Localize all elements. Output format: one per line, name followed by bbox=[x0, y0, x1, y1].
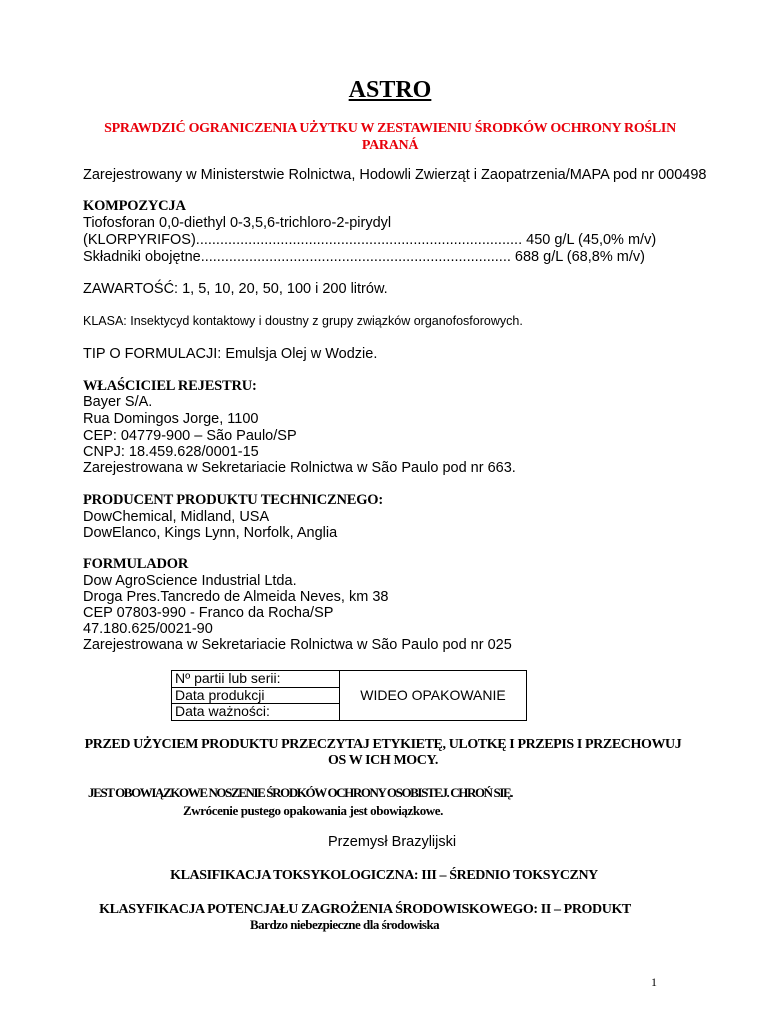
owner-line: Zarejestrowana w Sekretariacie Rolnictwa w São Paulo pod nr 663. bbox=[83, 460, 516, 476]
page-number: 1 bbox=[651, 975, 657, 989]
registration-text: Zarejestrowany w Ministerstwie Rolnictwa, Hodowli Zwierząt i Zaopatrzenia/MAPA pod nr 000498 bbox=[83, 167, 707, 183]
production-date-cell: Data produkcji bbox=[172, 687, 340, 704]
return-packaging-warning: Zwrócenie pustego opakowania jest obowiązkowe. bbox=[183, 803, 444, 818]
expiry-date-cell: Data ważności: bbox=[172, 704, 340, 721]
usage-restriction-warning: SPRAWDZIĆ OGRANICZENIA UŻYTKU W ZESTAWIENIU ŚRODKÓW OCHRONY ROŚLIN PARANÁ bbox=[104, 121, 676, 153]
packaging-video-cell: WIDEO OPAKOWANIE bbox=[340, 671, 527, 721]
formulator-line: 47.180.625/0021-90 bbox=[83, 621, 213, 637]
read-label-warning: PRZED UŻYCIEM PRODUKTU PRZECZYTAJ ETYKIETĘ, ULOTKĘ I PRZEPIS I PRZECHOWUJ OS W ICH MOCY. bbox=[84, 737, 682, 768]
origin-text: Przemysł Brazylijski bbox=[328, 834, 457, 850]
composition-line: (KLORPYRIFOS)................................................................................. 450 g/L (45,0% m/v) bbox=[83, 232, 657, 248]
owner-heading: WŁAŚCICIEL REJESTRU: bbox=[83, 378, 257, 394]
owner-line: CNPJ: 18.459.628/0001-15 bbox=[83, 444, 259, 460]
producer-line: DowChemical, Midland, USA bbox=[83, 509, 270, 525]
formulation-type-text: TIP O FORMULACJI: Emulsja Olej w Wodzie. bbox=[83, 346, 378, 362]
composition-line: Składniki obojętne............................................................................. 688 g/L (68,8% m/v) bbox=[83, 249, 645, 265]
table-row bbox=[172, 671, 527, 688]
protection-warning: JEST OBOWIĄZKOWE NOSZENIE ŚRODKÓW OCHRONY OSOBISTEJ. CHROŃ SIĘ. bbox=[88, 785, 513, 800]
environmental-class-subtitle: Bardzo niebezpieczne dla środowiska bbox=[250, 917, 440, 932]
formulator-line: CEP 07803-990 - Franco da Rocha/SP bbox=[83, 605, 334, 621]
producer-heading: PRODUCENT PRODUKTU TECHNICZNEGO: bbox=[83, 492, 384, 508]
owner-line: Bayer S/A. bbox=[83, 394, 153, 410]
formulator-line: Zarejestrowana w Sekretariacie Rolnictwa w São Paulo pod nr 025 bbox=[83, 637, 512, 653]
formulator-line: Droga Pres.Tancredo de Almeida Neves, km 38 bbox=[83, 589, 389, 605]
batch-info-table bbox=[171, 670, 527, 721]
batch-number-cell: Nº partii lub serii: bbox=[172, 671, 340, 688]
owner-line: CEP: 04779-900 – São Paulo/SP bbox=[83, 428, 297, 444]
composition-heading: KOMPOZYCJA bbox=[83, 198, 186, 214]
contents-text: ZAWARTOŚĆ: 1, 5, 10, 20, 50, 100 i 200 litrów. bbox=[83, 281, 388, 297]
formulator-line: Dow AgroScience Industrial Ltda. bbox=[83, 573, 297, 589]
class-text: KLASA: Insektycyd kontaktowy i doustny z grupy związków organofosforowych. bbox=[83, 314, 523, 328]
producer-line: DowElanco, Kings Lynn, Norfolk, Anglia bbox=[83, 525, 338, 541]
formulator-heading: FORMULADOR bbox=[83, 556, 189, 572]
environmental-class: KLASYFIKACJA POTENCJAŁU ZAGROŻENIA ŚRODOWISKOWEGO: II – PRODUKT bbox=[99, 902, 631, 917]
owner-line: Rua Domingos Jorge, 1100 bbox=[83, 411, 259, 427]
product-title: ASTRO bbox=[348, 77, 432, 103]
composition-line: Tiofosforan 0,0-diethyl 0-3,5,6-trichloro-2-pirydyl bbox=[83, 215, 392, 231]
toxicological-class: KLASIFIKACJA TOKSYKOLOGICZNA: III – ŚREDNIO TOKSYCZNY bbox=[170, 868, 598, 883]
